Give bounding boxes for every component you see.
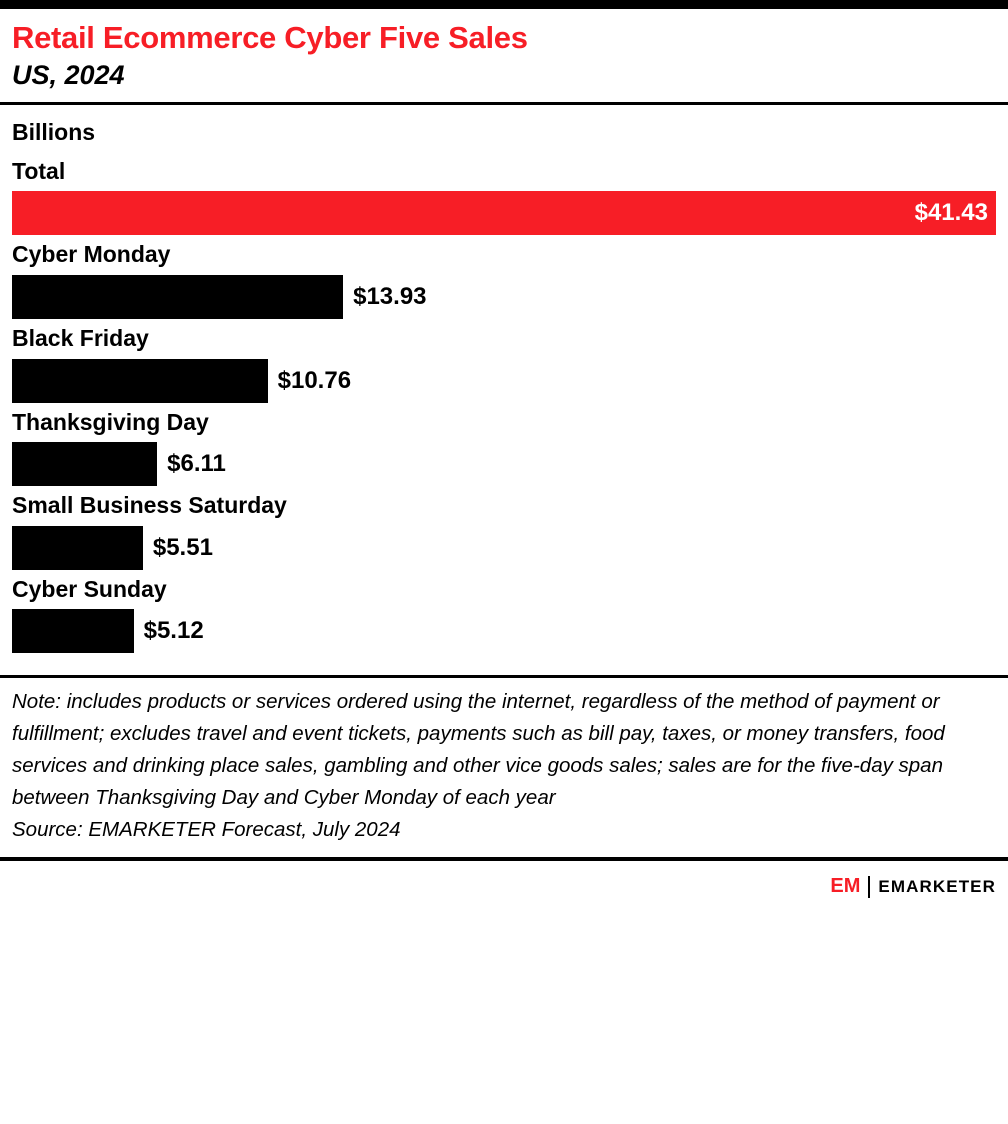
header-divider bbox=[0, 102, 1008, 105]
bar-row bbox=[12, 442, 996, 486]
brand-name: EMARKETER bbox=[878, 876, 996, 896]
bar-row bbox=[12, 359, 996, 403]
bar-value-label: $10.76 bbox=[277, 366, 352, 394]
units-label: Billions bbox=[12, 118, 96, 145]
bar-value-label: $6.11 bbox=[167, 450, 226, 478]
bar-series-small-business-saturday bbox=[12, 492, 996, 570]
bar-series-total bbox=[12, 158, 996, 236]
bar-thanksgiving-day bbox=[12, 442, 157, 486]
page-subtitle: US, 2024 bbox=[12, 59, 125, 90]
brand-bar bbox=[12, 861, 996, 898]
bar-series-cyber-sunday bbox=[12, 576, 996, 654]
bar-row bbox=[12, 609, 996, 653]
bar-category-label: Thanksgiving Day bbox=[12, 408, 209, 435]
chart-source: Source: EMARKETER Forecast, July 2024 bbox=[12, 818, 401, 842]
bar-chart bbox=[12, 158, 996, 654]
bar-row bbox=[12, 526, 996, 570]
top-divider bbox=[0, 0, 1008, 9]
bar-series-thanksgiving-day bbox=[12, 409, 996, 487]
bar-category-label: Cyber Monday bbox=[12, 241, 171, 268]
bar-category-label: Total bbox=[12, 157, 66, 184]
bar-cyber-monday bbox=[12, 275, 343, 319]
bar-value-label: $5.12 bbox=[143, 617, 204, 645]
bar-series-cyber-monday bbox=[12, 241, 996, 319]
bar-category-label: Cyber Sunday bbox=[12, 575, 167, 602]
bar-category-label: Small Business Saturday bbox=[12, 492, 287, 519]
bar-value-label: $5.51 bbox=[152, 533, 213, 561]
page-title: Retail Ecommerce Cyber Five Sales bbox=[12, 20, 528, 55]
bar-row bbox=[12, 191, 996, 235]
bar-category-label: Black Friday bbox=[12, 325, 149, 352]
chart-note: Note: includes products or services ordered using the internet, regardless of the method of payment or fulfillment; excludes travel and event tickets, payments such as bill pay, taxes, or money transfers, food services and drinking place sales, gambling and other vice goods sales; sales are for the five-day span between Thanksgiving Day and Cyber Monday of each year bbox=[12, 690, 945, 810]
bar-series-black-friday bbox=[12, 325, 996, 403]
bar-value-label: $13.93 bbox=[353, 283, 427, 311]
bar-cyber-sunday bbox=[12, 609, 134, 653]
bar-small-business-saturday bbox=[12, 526, 143, 570]
emarketer-logo-icon: EM bbox=[830, 875, 861, 898]
footer-divider bbox=[0, 675, 1008, 678]
bar-value-label: $41.43 bbox=[914, 199, 988, 227]
bar-black-friday bbox=[12, 359, 268, 403]
bar-total bbox=[12, 191, 996, 235]
logo-divider bbox=[868, 876, 870, 898]
bar-row bbox=[12, 275, 996, 319]
